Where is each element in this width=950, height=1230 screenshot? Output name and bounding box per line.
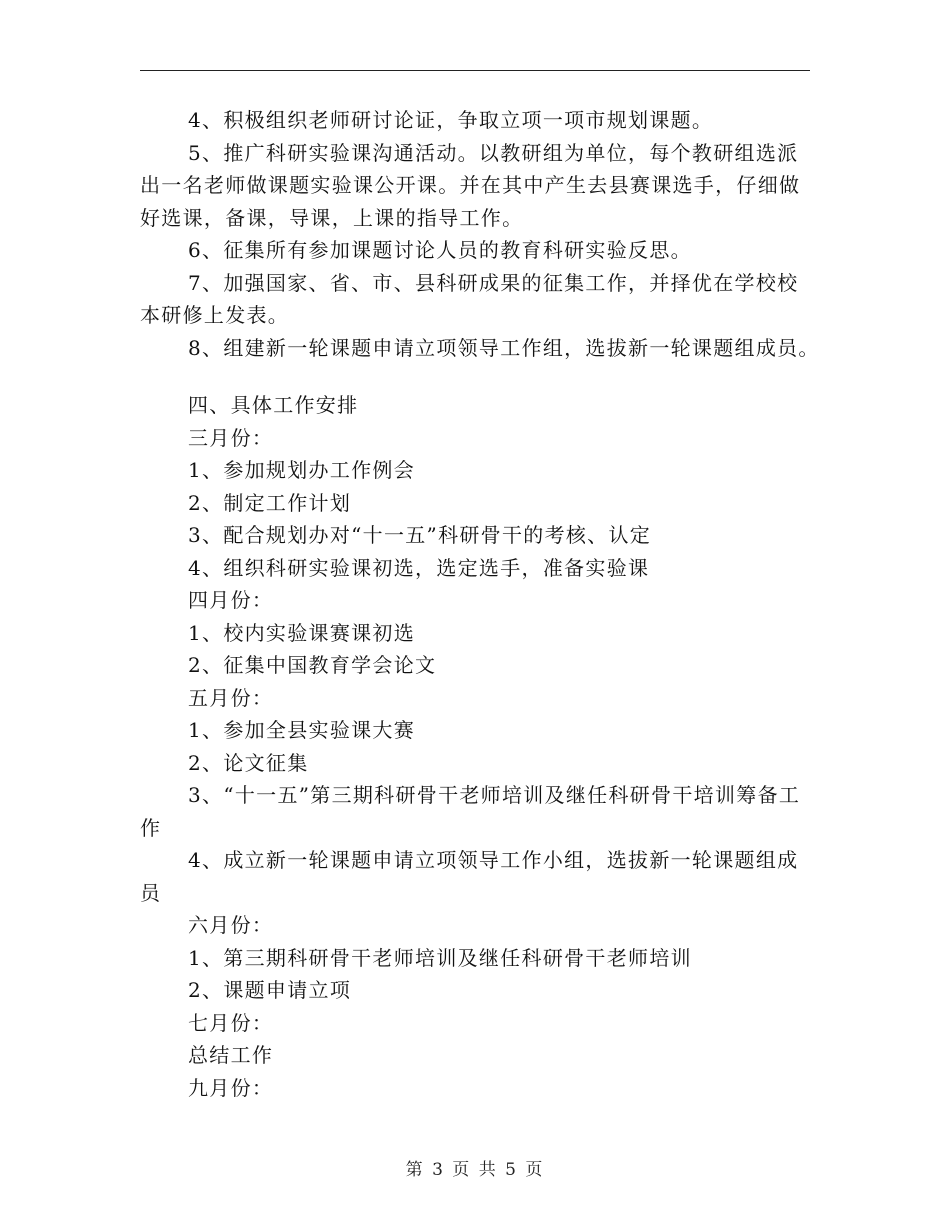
header-rule <box>140 70 810 71</box>
list-item: 1、参加规划办工作例会 <box>188 458 416 482</box>
section-heading: 四、具体工作安排 <box>188 393 359 417</box>
list-item: 3、“十一五”第三期科研骨干老师培训及继任科研骨干培训筹备工作 <box>140 783 801 840</box>
list-item: 2、制定工作计划 <box>188 490 352 515</box>
paragraph: 4、积极组织老师研讨论证，争取立项一项市规划课题。 <box>188 108 714 132</box>
paragraph-gap <box>140 364 830 389</box>
month-heading: 四月份： <box>188 588 274 612</box>
list-item: 1、第三期科研骨干老师培训及继任科研骨干老师培训 <box>188 945 692 970</box>
list-item: 2、征集中国教育学会论文 <box>188 653 437 677</box>
paragraph: 5、推广科研实验课沟通活动。以教研组为单位，每个教研组选派出一名老师做课题实验课公开课。并在其中产生去县赛课选手，仔细做好选课，备课，导课，上课的指导工作。 <box>140 140 801 230</box>
paragraph: 7、加强国家、省、市、县科研成果的征集工作，并择优在学校校本研修上发表。 <box>140 270 799 327</box>
list-item: 总结工作 <box>188 1043 274 1067</box>
list-item: 2、课题申请立项 <box>188 978 352 1002</box>
list-item: 3、配合规划办对“十一五”科研骨干的考核、认定 <box>188 523 652 547</box>
list-item: 4、组织科研实验课初选，选定选手，准备实验课 <box>188 555 650 580</box>
month-heading: 九月份： <box>188 1075 274 1100</box>
list-item: 2、论文征集 <box>188 750 309 775</box>
month-heading: 三月份： <box>188 425 274 450</box>
list-item: 1、校内实验课赛课初选 <box>188 620 416 645</box>
list-item: 1、参加全县实验课大赛 <box>188 718 416 742</box>
paragraph: 6、征集所有参加课题讨论人员的教育科研实验反思。 <box>188 238 692 262</box>
list-item: 4、成立新一轮课题申请立项领导工作小组，选拔新一轮课题组成员 <box>140 848 799 905</box>
month-heading: 五月份： <box>188 685 274 710</box>
page-number-footer: 第 3 页 共 5 页 <box>405 1160 545 1180</box>
month-heading: 七月份： <box>188 1010 274 1035</box>
month-heading: 六月份： <box>188 913 274 937</box>
body-text <box>140 104 830 1104</box>
paragraph: 8、组建新一轮课题申请立项领导工作组，选拔新一轮课题组成员。 <box>188 335 820 360</box>
